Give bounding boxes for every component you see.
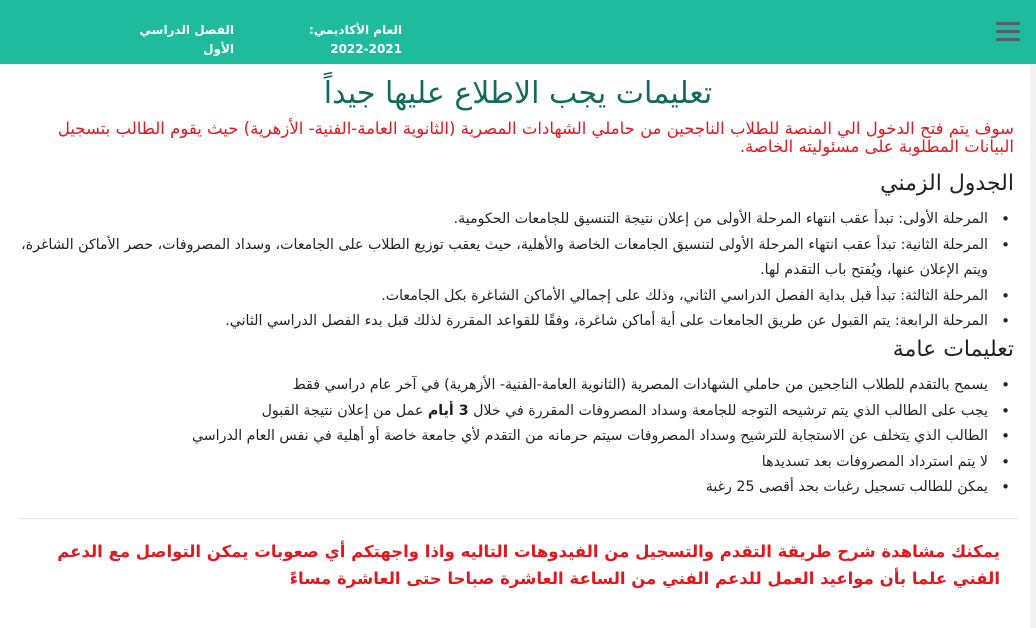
menu-line — [996, 38, 1020, 41]
list-item: • المرحلة الرابعة: يتم القبول عن طريق الجامعات على أية أماكن شاغرة، وفقًا للقواعد المقررة لذلك قبل بدء الفصل الدراسي الثاني. — [18, 309, 988, 335]
page-title: تعليمات يجب الاطلاع عليها جيداً — [323, 76, 713, 111]
list-item: • المرحلة الثانية: تبدأ عقب انتهاء المرحلة الأولى لتنسيق الجامعات الخاصة والأهلية، حيث يعقب توزيع الطلاب على الجامعات، وسداد المصروفات، حصر الأماكن الشاغرة، ويتم الإعلان عنها، ويُفتح باب التقدم لها. — [18, 233, 988, 284]
list-item: • الطالب الذي يتخلف عن الاستجابة للترشيح وسداد المصروفات سيتم حرمانه من التقدم لأي جامعة خاصة أو أهلية في نفس العام الدراسي — [18, 424, 988, 450]
schedule-list — [18, 207, 988, 335]
list-item: • يسمح بالتقدم للطلاب الناجحين من حاملي الشهادات المصرية (الثانوية العامة-الفنية- الأزهرية) في آخر عام دراسي فقط — [18, 373, 988, 399]
list-item: • يمكن للطالب تسجيل رغبات بحد أقصى 25 رغبة — [18, 475, 988, 501]
list-item: • المرحلة الأولى: تبدأ عقب انتهاء المرحلة الأولى من إعلان نتيجة التنسيق للجامعات الحكومية. — [18, 207, 988, 233]
top-header-bar — [0, 0, 1036, 64]
support-notice: يمكنك مشاهدة شرح طريقة التقدم والتسجيل من الفيدوهات التاليه واذا واجهتكم أي صعوبات يمكن التواصل مع الدعم الفني علما بأن مواعيد العمل للدعم الفني من الساعة العاشرة صباحا حتى العاشرة مساءً — [57, 542, 1000, 588]
list-item-text: يجب على الطالب الذي يتم ترشيحه التوجه للجامعة وسداد المصروفات المقررة في خلال — [468, 402, 988, 419]
menu-line — [996, 22, 1020, 25]
academic-year-info — [309, 21, 402, 59]
term-label: الفصل الدراسي — [139, 23, 234, 37]
section-divider — [18, 518, 1018, 519]
list-item: • لا يتم استرداد المصروفات بعد تسديدها — [18, 450, 988, 476]
academic-year-label: العام الأكاديمي: — [308, 23, 402, 37]
general-instructions-list — [18, 373, 988, 501]
list-item-text: عمل من إعلان نتيجة القبول — [261, 402, 428, 419]
term-value: الأول — [203, 42, 234, 56]
intro-notice: سوف يتم فتح الدخول الي المنصة للطلاب الناجحين من حاملي الشهادات المصرية (الثانوية العامة-الفنية- الأزهرية) حيث يقوم الطالب بتسجيل البيانات المطلوبة على مسئوليته الخاصة. — [57, 119, 1014, 156]
list-item-emphasis: 3 أيام — [427, 402, 469, 419]
list-item — [18, 399, 988, 425]
term-info — [140, 21, 234, 59]
instructions-panel — [0, 64, 1036, 628]
menu-line — [996, 30, 1020, 33]
hamburger-menu-icon[interactable] — [996, 22, 1020, 42]
general-instructions-heading: تعليمات عامة — [892, 337, 1014, 362]
schedule-heading: الجدول الزمني — [880, 171, 1014, 196]
academic-year-value: 2022-2021 — [330, 42, 402, 56]
list-item: • المرحلة الثالثة: تبدأ قبل بداية الفصل الدراسي الثاني، وذلك على إجمالي الأماكن الشاغرة بكل الجامعات. — [18, 284, 988, 310]
scrollbar[interactable] — [1030, 64, 1036, 628]
